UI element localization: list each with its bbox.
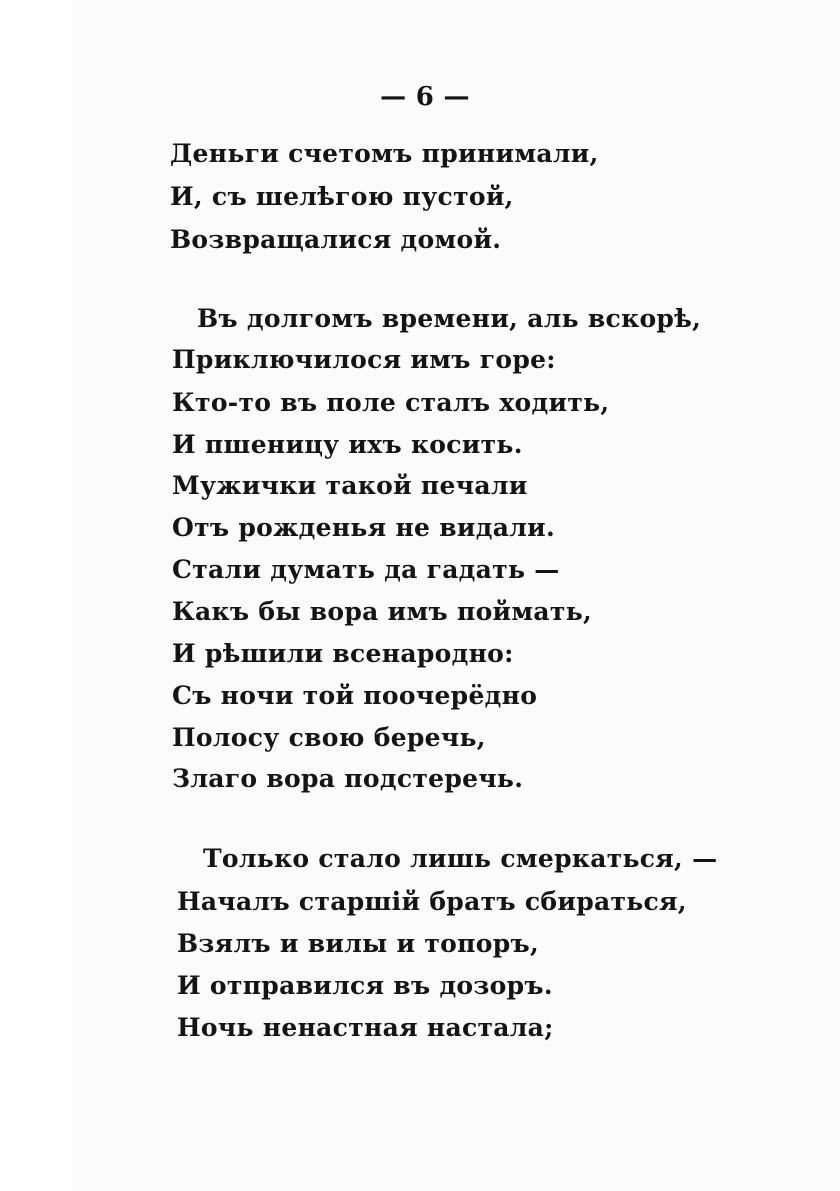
poem-line: Взялъ и вилы и топоръ, [177, 929, 539, 958]
poem-line: И пшеницу ихъ косить. [172, 430, 523, 459]
poem-line: Какъ бы вора имъ поймать, [172, 597, 592, 626]
poem-line: И рѣшили всенародно: [172, 639, 514, 668]
poem-line: Отъ рожденья не видали. [172, 513, 556, 542]
poem-line: Приключилося имъ горе: [172, 345, 556, 374]
poem-line: Возвращалися домой. [170, 225, 502, 254]
poem-line: Съ ночи той поочерёдно [172, 681, 538, 710]
poem-line: И отправился въ дозоръ. [177, 971, 553, 1000]
poem-line: Мужички такой печали [172, 471, 528, 500]
poem-line: Полосу свою беречь, [172, 723, 486, 752]
page-number: — 6 — [380, 82, 470, 112]
poem-line: Началъ старшій братъ сбираться, [177, 887, 687, 916]
poem-line: Кто-то въ поле сталъ ходить, [172, 388, 610, 417]
poem-line: Только стало лишь смеркаться, — [203, 844, 718, 873]
poem-line: Деньги счетомъ принимали, [170, 139, 599, 168]
poem-line: Стали думать да гадать — [172, 555, 560, 584]
poem-line: Въ долгомъ времени, аль вскорѣ, [197, 304, 702, 333]
poem-line: Ночь ненастная настала; [177, 1013, 554, 1042]
poem-line: И, съ шелѣгою пустой, [170, 182, 514, 211]
poem-line: Злаго вора подстеречь. [172, 764, 524, 793]
